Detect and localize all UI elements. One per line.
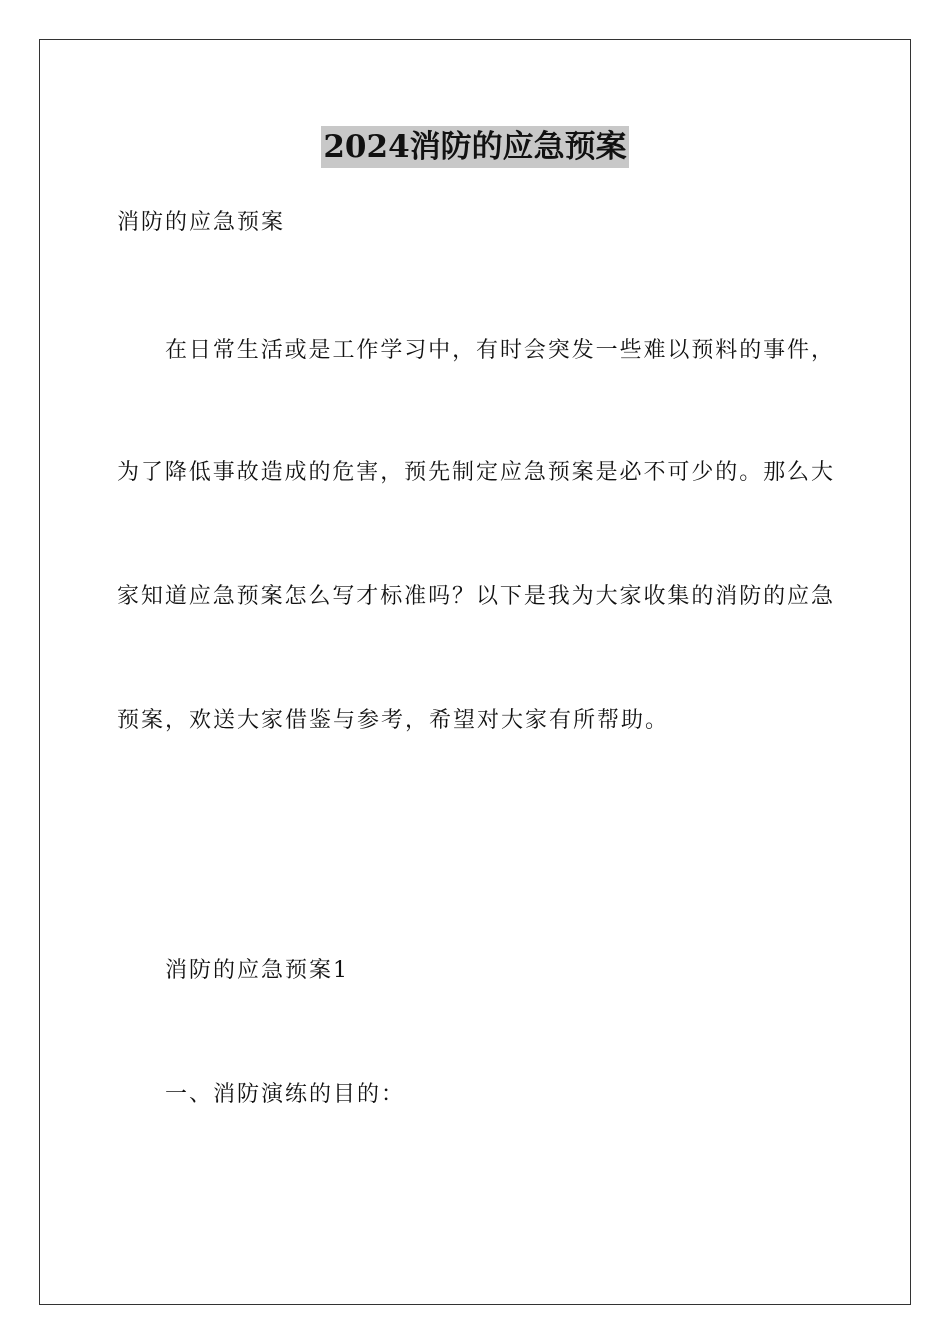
title-container — [0, 126, 950, 168]
intro-line-3: 家知道应急预案怎么写才标准吗？以下是我为大家收集的消防的应急 — [117, 584, 833, 609]
subsection-heading: 一、消防演练的目的： — [165, 1082, 406, 1107]
intro-line-2: 为了降低事故造成的危害，预先制定应急预案是必不可少的。那么大 — [117, 460, 833, 485]
section-heading: 消防的应急预案1 — [165, 958, 349, 983]
document-title: 2024消防的应急预案 — [321, 126, 628, 168]
intro-line-4: 预案，欢送大家借鉴与参考，希望对大家有所帮助。 — [117, 708, 670, 733]
intro-line-1: 在日常生活或是工作学习中，有时会突发一些难以预料的事件， — [165, 338, 833, 363]
document-subtitle: 消防的应急预案 — [117, 210, 286, 235]
